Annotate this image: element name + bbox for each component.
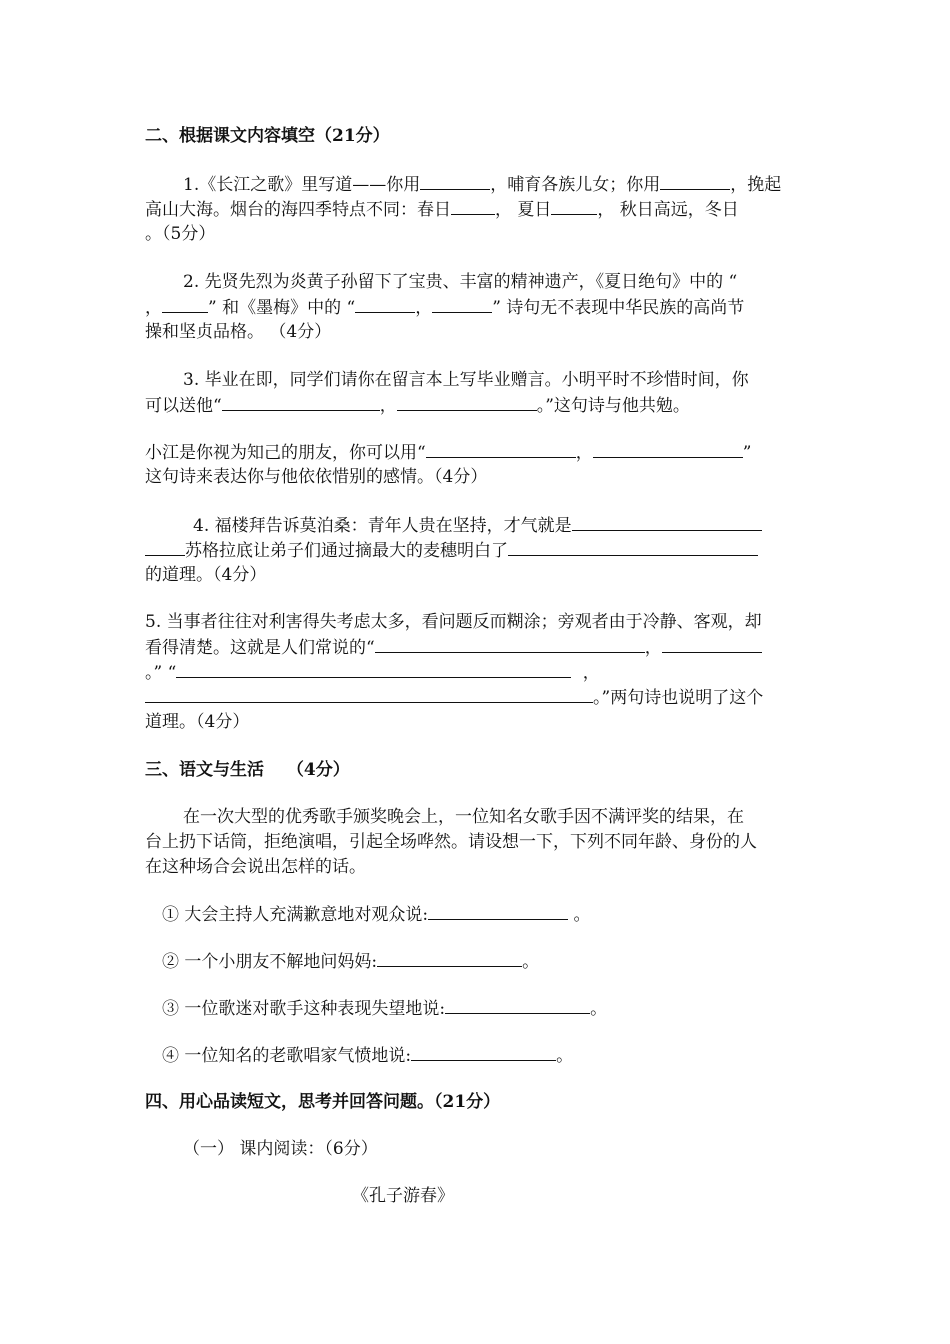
blank[interactable]	[451, 197, 495, 215]
blank[interactable]	[176, 660, 571, 678]
question-line: 的道理。（4分）	[145, 565, 267, 585]
section-heading: 二、根据课文内容填空（21分）	[145, 126, 390, 146]
question-line: 可以送他“ ， 。”这句诗与他共勉。	[145, 393, 690, 418]
blank[interactable]	[426, 440, 576, 458]
question-line: 4. 福楼拜告诉莫泊桑：青年人贵在坚持，才气就是	[193, 513, 762, 538]
section-heading: 三、语文与生活 （4分）	[145, 760, 350, 780]
blank[interactable]	[355, 295, 415, 313]
question-line: 。” “ ，	[145, 660, 611, 685]
blank[interactable]	[572, 513, 762, 531]
question-line: 2. 先贤先烈为炎黄子孙留下了宝贵、丰富的精神遗产，《夏日绝句》中的 “	[183, 272, 738, 292]
section-heading: 四、用心品读短文，思考并回答问题。（21分）	[145, 1092, 501, 1112]
question-line: 。（5分）	[145, 224, 216, 244]
blank[interactable]	[428, 902, 568, 920]
question-line: 高山大海。烟台的海四季特点不同：春日 ， 夏日 ， 秋日高远，冬日	[145, 197, 739, 222]
blank[interactable]	[432, 295, 492, 313]
blank[interactable]	[508, 538, 758, 556]
paragraph-line: 在这种场合会说出怎样的话。	[145, 857, 366, 877]
question-line: 3. 毕业在即，同学们请你在留言本上写毕业赠言。小明平时不珍惜时间，你	[183, 370, 749, 390]
question-line: 1.《长江之歌》里写道——你用 ，哺育各族儿女；你用 ，挽起	[183, 172, 781, 197]
paragraph-line: 在一次大型的优秀歌手颁奖晚会上，一位知名女歌手因不满评奖的结果，在	[183, 807, 744, 827]
blank[interactable]	[551, 197, 597, 215]
question-line: 这句诗来表达你与他依依惜别的感情。（4分）	[145, 467, 488, 487]
blank[interactable]	[222, 393, 380, 411]
question-line: 看得清楚。这就是人们常说的“ ，	[145, 635, 762, 660]
blank[interactable]	[445, 996, 590, 1014]
blank[interactable]	[397, 393, 537, 411]
blank[interactable]	[375, 635, 645, 653]
blank[interactable]	[660, 172, 730, 190]
list-item: ① 大会主持人充满歉意地对观众说: 。	[162, 902, 591, 927]
question-line: 小江是你视为知己的朋友，你可以用“ ， ”	[145, 440, 751, 465]
blank[interactable]	[145, 685, 593, 703]
list-item: ② 一个小朋友不解地问妈妈: 。	[162, 949, 539, 974]
question-line: 苏格拉底让弟子们通过摘最大的麦穗明白了	[145, 538, 758, 563]
question-line: 。”两句诗也说明了这个	[145, 685, 763, 710]
question-line: 操和坚贞品格。 （4分）	[145, 322, 332, 342]
list-item: ③ 一位歌迷对歌手这种表现失望地说: 。	[162, 996, 607, 1021]
paragraph-line: 台上扔下话筒，拒绝演唱，引起全场哗然。请设想一下，下列不同年龄、身份的人	[145, 832, 757, 852]
blank[interactable]	[411, 1043, 556, 1061]
blank[interactable]	[420, 172, 490, 190]
question-line: 5. 当事者往往对利害得失考虑太多，看问题反而糊涂；旁观者由于冷静、客观，却	[145, 612, 762, 632]
blank[interactable]	[145, 538, 185, 556]
question-line: ， ” 和《墨梅》中的 “ ， ” 诗句无不表现中华民族的高尚节	[145, 295, 744, 320]
blank[interactable]	[377, 949, 522, 967]
subsection-heading: （一） 课内阅读：（6分）	[183, 1139, 378, 1159]
question-line: 道理。（4分）	[145, 712, 250, 732]
blank[interactable]	[593, 440, 743, 458]
reading-title: 《孔子游春》	[352, 1186, 454, 1206]
list-item: ④ 一位知名的老歌唱家气愤地说: 。	[162, 1043, 573, 1068]
blank[interactable]	[662, 635, 762, 653]
blank[interactable]	[162, 295, 208, 313]
